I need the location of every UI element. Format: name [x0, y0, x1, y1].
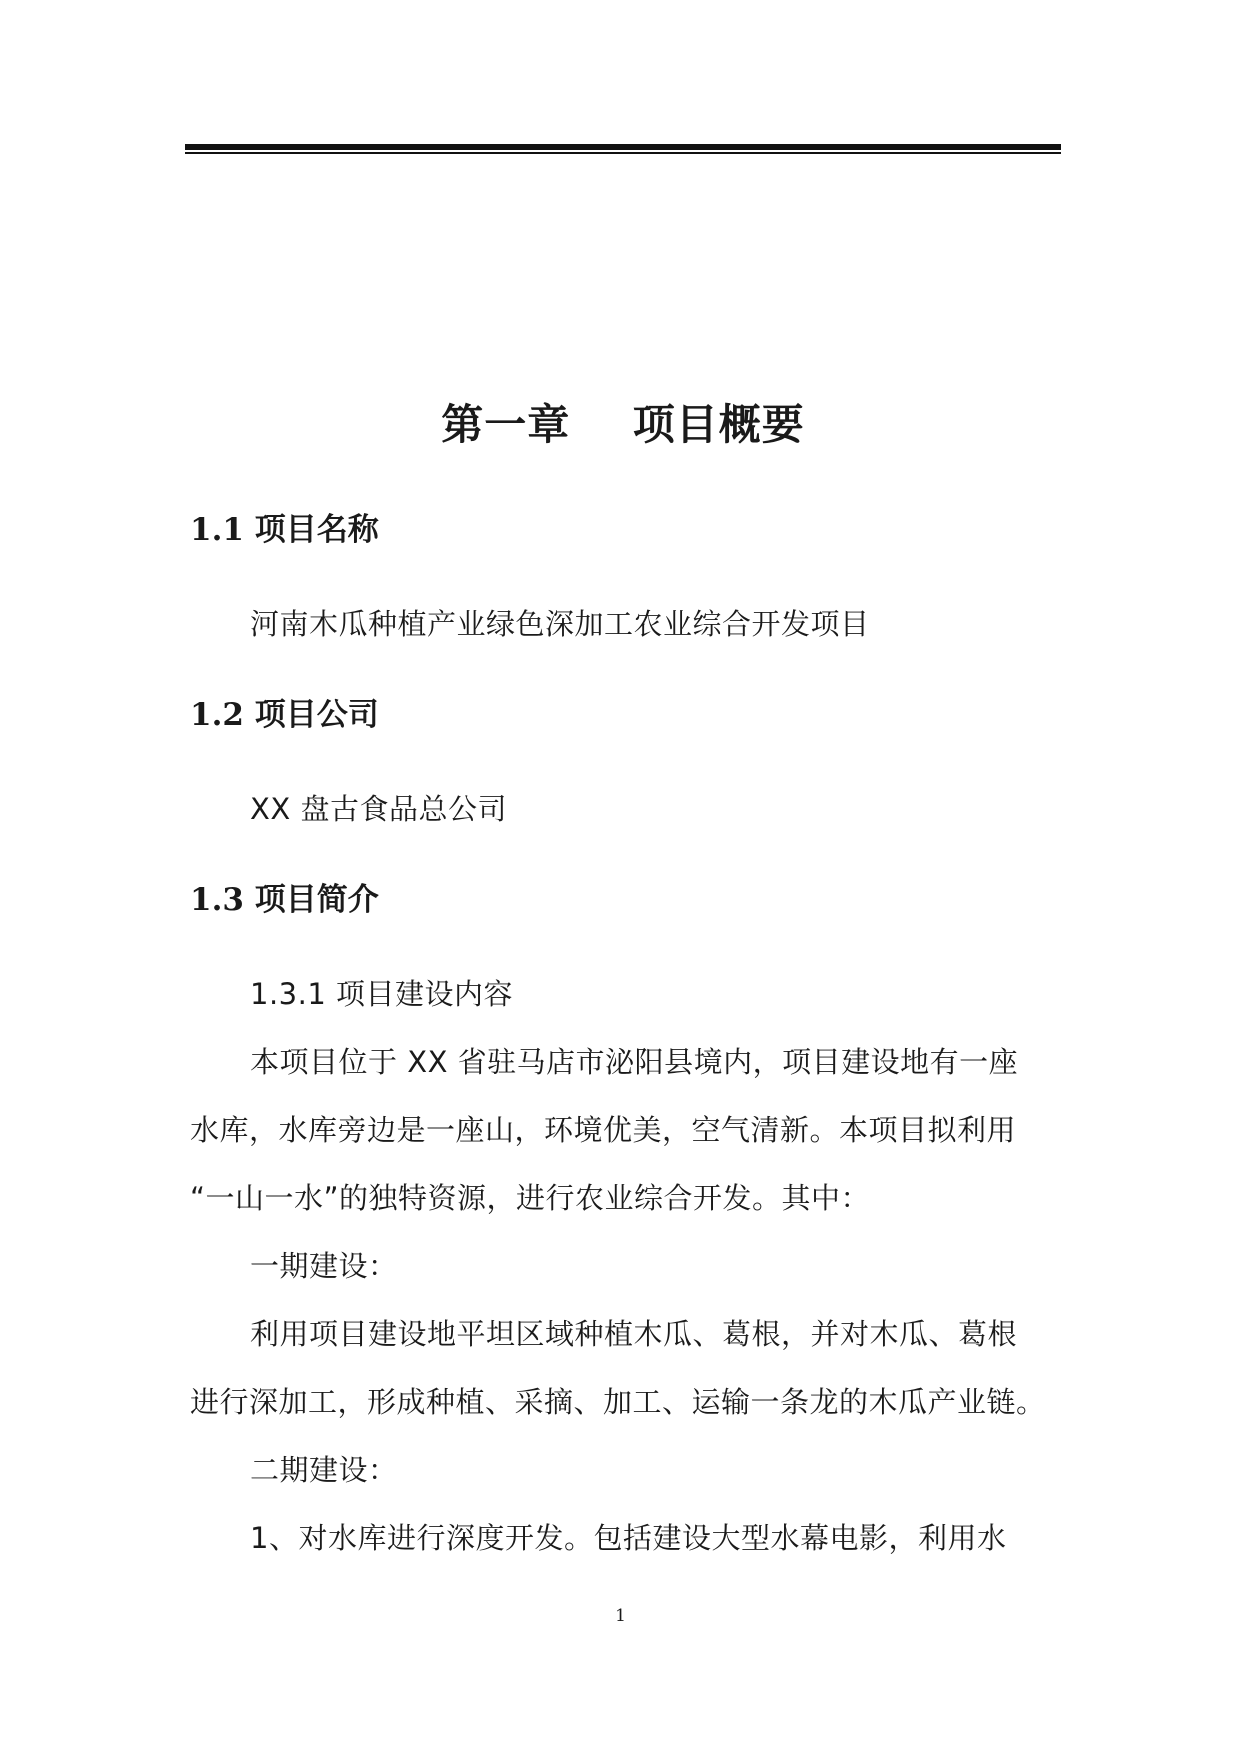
page-number: 1 — [615, 1606, 626, 1626]
body-line: 二期建设： — [250, 1453, 398, 1487]
body-line: 水库，水库旁边是一座山，环境优美，空气清新。本项目拟利用 — [190, 1113, 1017, 1147]
body-line: 进行深加工，形成种植、采摘、加工、运输一条龙的木瓜产业链。 — [190, 1385, 1046, 1419]
section-heading-1-2: 1.2 项目公司 — [190, 697, 379, 733]
section-heading-1-1: 1.1 项目名称 — [190, 512, 379, 548]
chapter-title: 第一章 项目概要 — [441, 400, 805, 449]
body-line: 1、对水库进行深度开发。包括建设大型水幕电影，利用水 — [250, 1521, 1007, 1555]
header-rule-thick — [185, 144, 1061, 150]
body-line: “一山一水”的独特资源，进行农业综合开发。其中： — [190, 1181, 871, 1215]
body-line: 利用项目建设地平坦区域种植木瓜、葛根，并对木瓜、葛根 — [250, 1317, 1018, 1351]
body-line: 本项目位于 XX 省驻马店市泌阳县境内，项目建设地有一座 — [250, 1045, 1019, 1079]
subsection-heading-1-3-1: 1.3.1 项目建设内容 — [250, 977, 514, 1011]
project-name-text: 河南木瓜种植产业绿色深加工农业综合开发项目 — [250, 607, 870, 641]
body-line: 一期建设： — [250, 1249, 398, 1283]
header-rule-thin — [185, 152, 1061, 154]
section-heading-1-3: 1.3 项目简介 — [190, 882, 379, 918]
project-company-text: XX 盘古食品总公司 — [250, 792, 507, 826]
